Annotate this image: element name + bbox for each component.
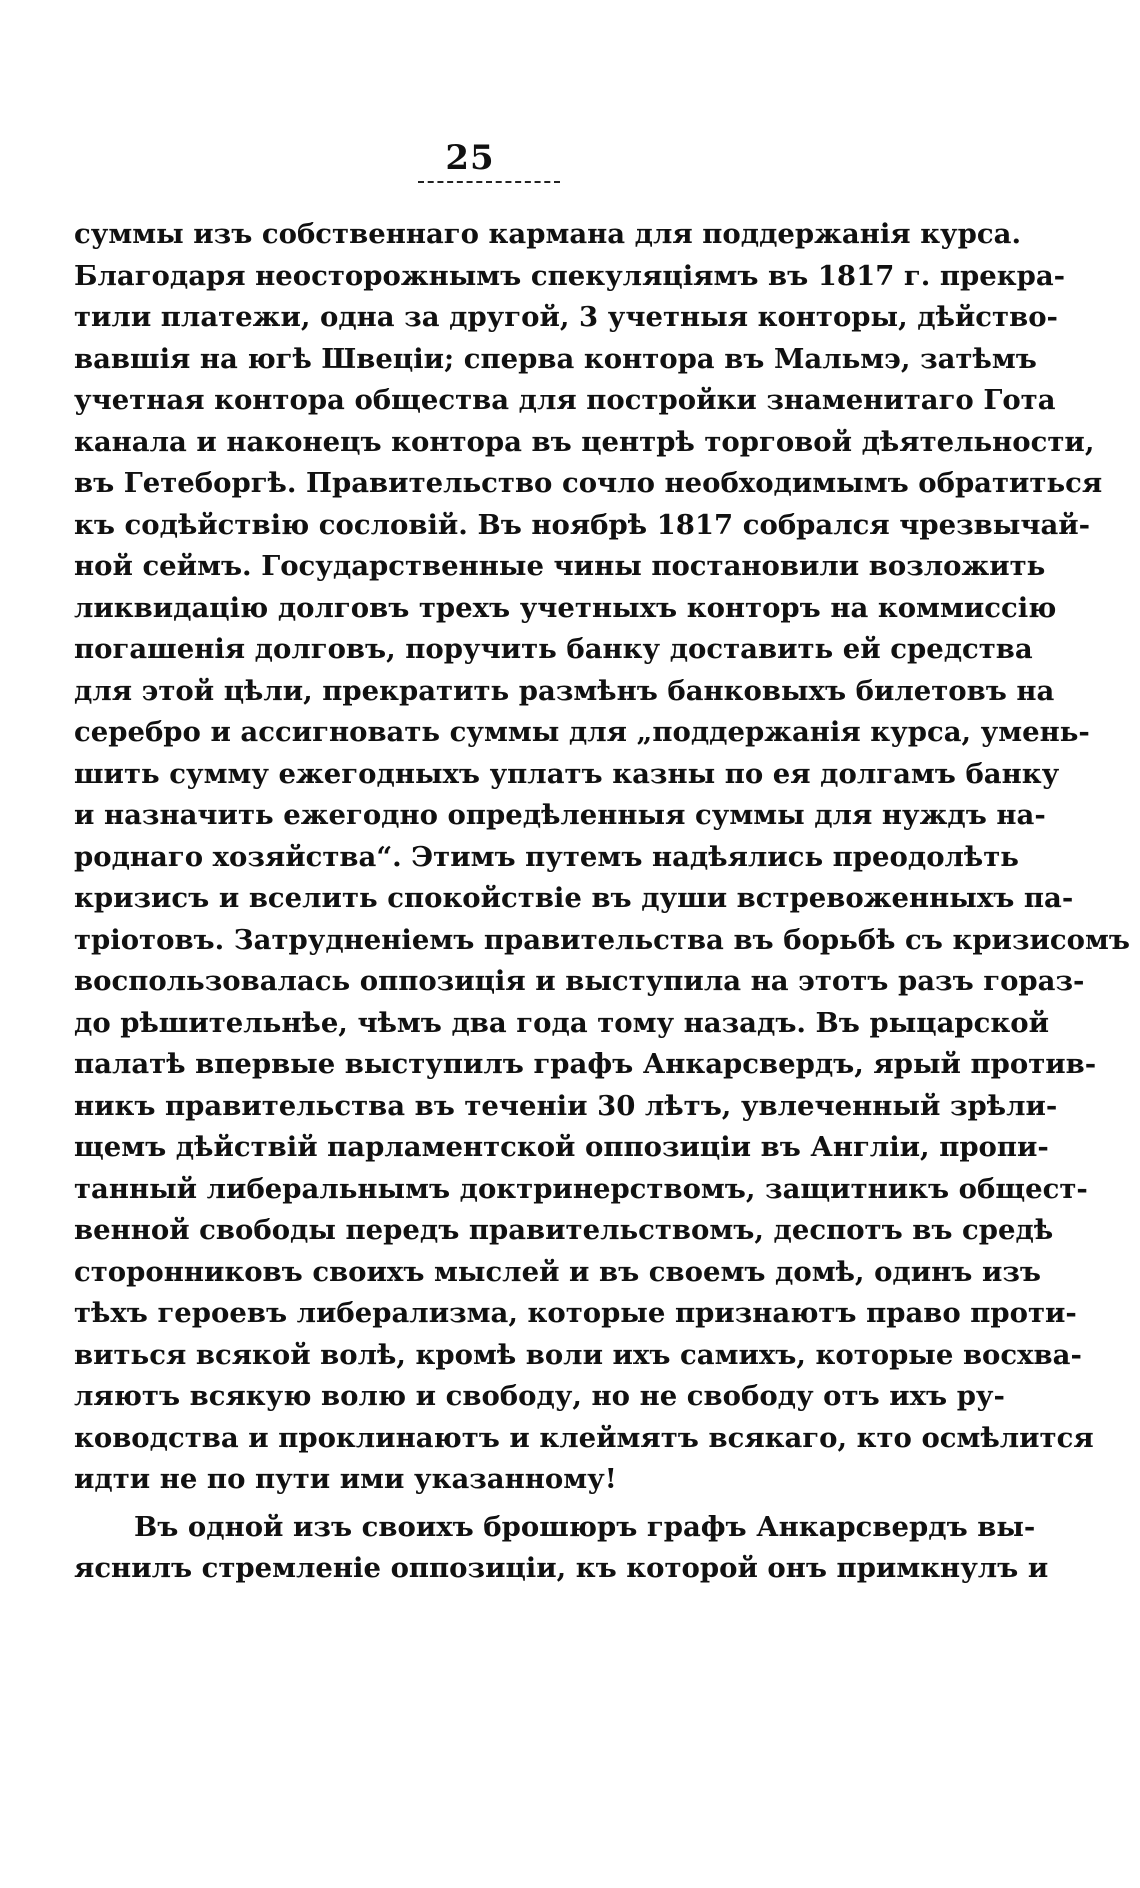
text-line: танный либеральнымъ доктринерствомъ, защитникъ общест- — [74, 1172, 1088, 1205]
text-line: тріотовъ. Затрудненіемъ правительства въ борьбѣ съ кризисомъ — [74, 923, 1130, 956]
text-line: суммы изъ собственнаго кармана для поддержанія курса. — [74, 218, 1022, 250]
page-number: 25 — [445, 138, 495, 178]
header-rule — [418, 181, 560, 183]
text-line: до рѣшительнѣе, чѣмъ два года тому назадъ. Въ рыцарской — [74, 1006, 1049, 1039]
text-line: яснилъ стремленіе оппозиціи, къ которой онъ примкнулъ и — [74, 1552, 1049, 1584]
text-line: шить сумму ежегодныхъ уплатъ казны по ея долгамъ банку — [74, 757, 1060, 790]
text-line: канала и наконецъ контора въ центрѣ торговой дѣятельности, — [74, 425, 1095, 458]
text-line: никъ правительства въ теченіи 30 лѣтъ, увлеченный зрѣли- — [74, 1089, 1058, 1122]
text-line: серебро и ассигновать суммы для „поддержанія курса, умень- — [74, 716, 1090, 748]
text-line: погашенія долговъ, поручить банку доставить ей средства — [74, 633, 1033, 665]
text-line: палатѣ впервые выступилъ графъ Анкарсвердъ, ярый против- — [74, 1048, 1097, 1080]
paragraph-2 — [74, 1507, 1049, 1590]
text-line: виться всякой волѣ, кромѣ воли ихъ самихъ, которые восхва- — [74, 1338, 1082, 1371]
text-line: тѣхъ героевъ либерализма, которые признаютъ право проти- — [74, 1297, 1077, 1329]
paragraph-1 — [74, 214, 1130, 1501]
body-text — [74, 214, 1130, 1590]
text-line: къ содѣйствію сословій. Въ ноябрѣ 1817 собрался чрезвычай- — [74, 508, 1091, 541]
text-line: роднаго хозяйства“. Этимъ путемъ надѣялись преодолѣть — [74, 840, 1019, 873]
text-line: ляютъ всякую волю и свободу, но не свободу отъ ихъ ру- — [74, 1380, 1005, 1412]
text-line: воспользовалась оппозиція и выступила на этотъ разъ гораз- — [74, 965, 1085, 997]
text-line: для этой цѣли, прекратить размѣнъ банковыхъ билетовъ на — [74, 674, 1055, 707]
text-line: учетная контора общества для постройки знаменитаго Гота — [74, 384, 1056, 416]
text-line: ководства и проклинаютъ и клеймятъ всякаго, кто осмѣлится — [74, 1421, 1094, 1454]
text-line: Благодаря неосторожнымъ спекуляціямъ въ 1817 г. прекра- — [74, 259, 1066, 292]
text-line: вавшія на югѣ Швеціи; сперва контора въ Мальмэ, затѣмъ — [74, 342, 1037, 375]
text-line: венной свободы передъ правительствомъ, деспотъ въ средѣ — [74, 1214, 1054, 1246]
text-line: тили платежи, одна за другой, 3 учетныя конторы, дѣйство- — [74, 301, 1058, 333]
text-line: и назначить ежегодно опредѣленныя суммы для нуждъ на- — [74, 799, 1046, 831]
text-line: ной сеймъ. Государственные чины постановили возложить — [74, 550, 1046, 582]
text-line: въ Гетеборгѣ. Правительство сочло необходимымъ обратиться — [74, 467, 1103, 499]
text-line: ликвидацію долговъ трехъ учетныхъ конторъ на коммиссію — [74, 591, 1057, 624]
text-line: Въ одной изъ своихъ брошюръ графъ Анкарсвердъ вы- — [134, 1510, 1036, 1543]
text-line: идти не по пути ими указанному! — [74, 1463, 617, 1495]
text-line: кризисъ и вселить спокойствіе въ души встревоженныхъ па- — [74, 882, 1074, 914]
text-line: сторонниковъ своихъ мыслей и въ своемъ домѣ, одинъ изъ — [74, 1255, 1041, 1288]
text-line: щемъ дѣйствій парламентской оппозиціи въ Англіи, пропи- — [74, 1131, 1049, 1163]
